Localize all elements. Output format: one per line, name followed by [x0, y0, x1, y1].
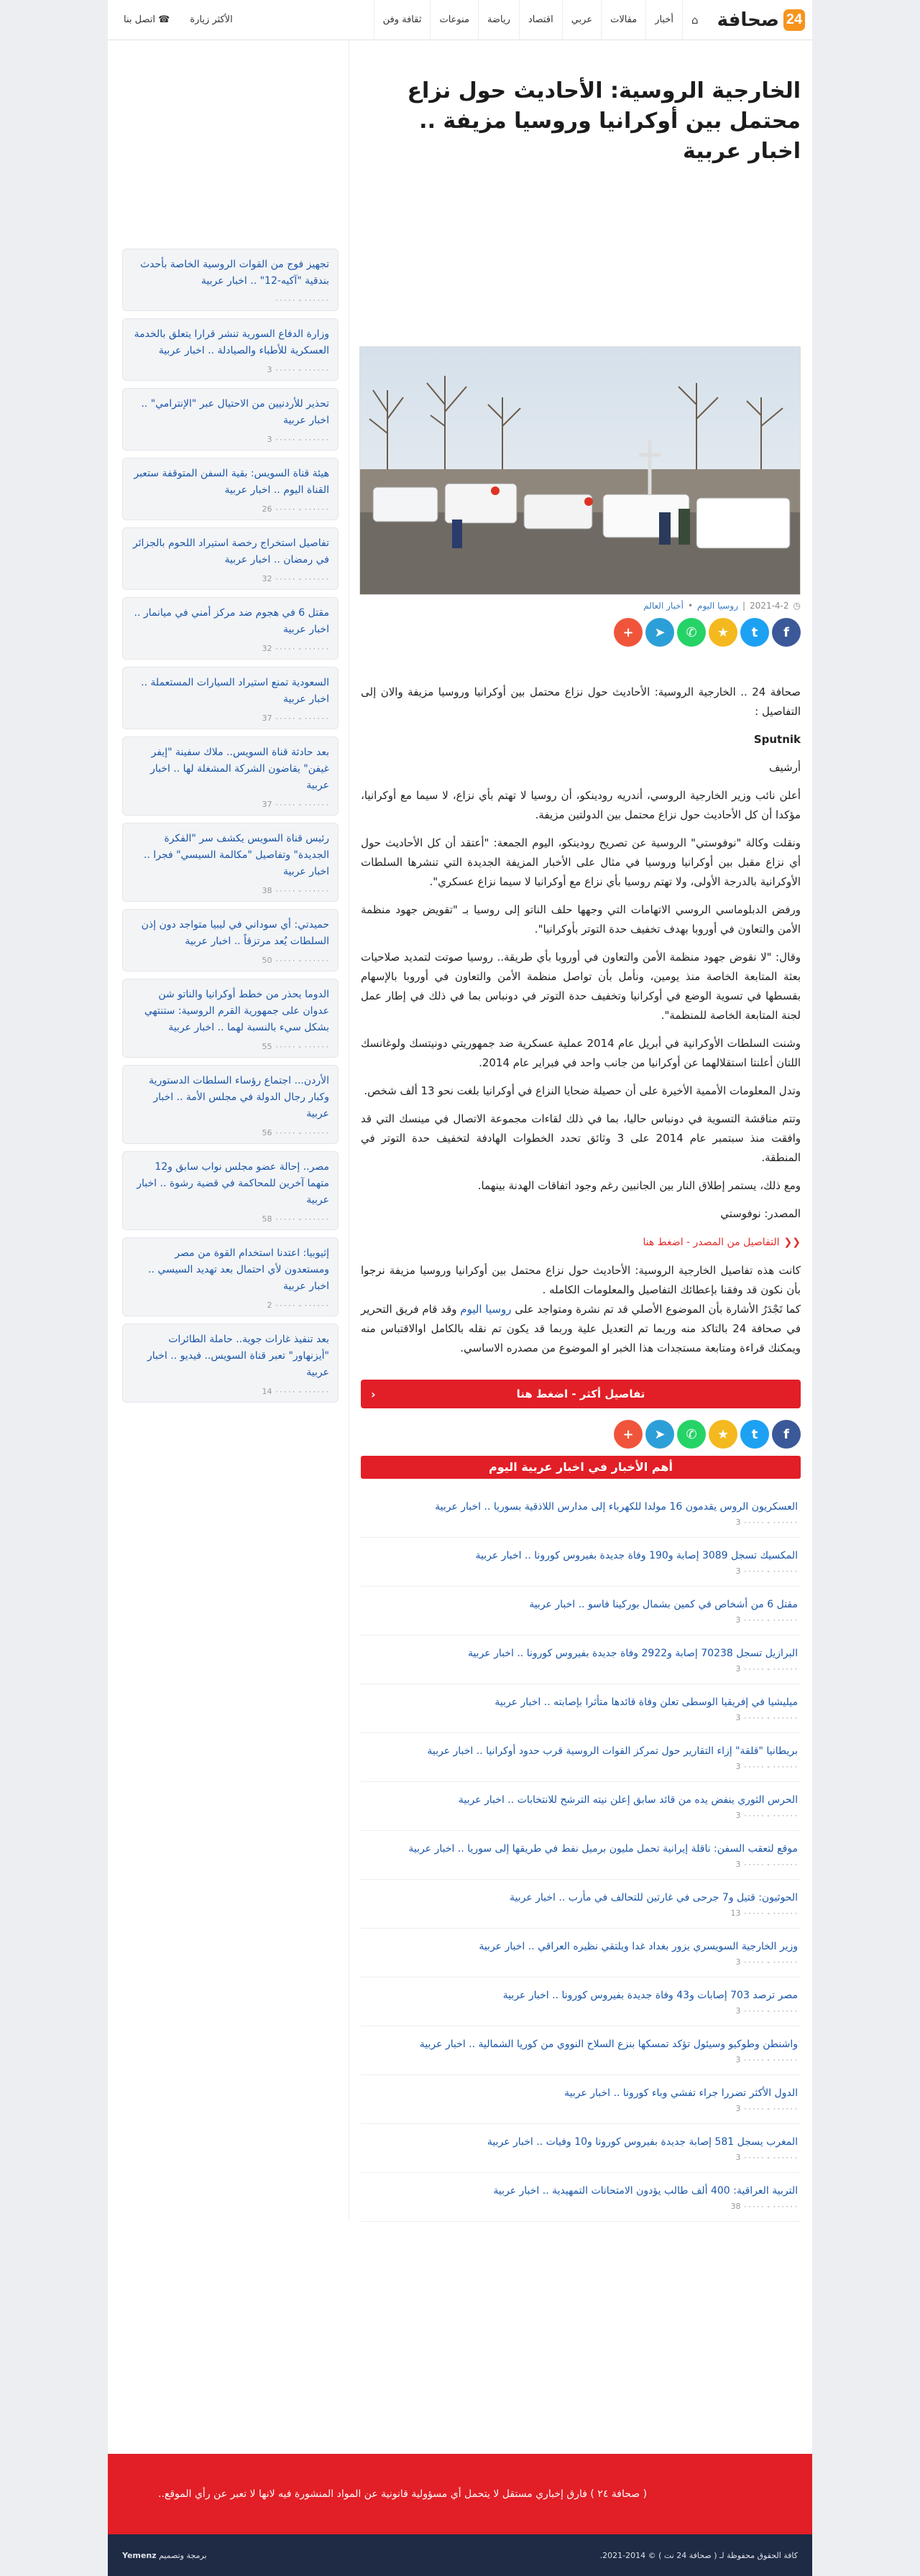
news-item-date: ٠٠٠٠٠٠ - ٠٠٠٠٠ 3 — [735, 1664, 798, 1674]
site-logo[interactable] — [717, 9, 805, 31]
sidebar-news-date: ٠٠٠٠٠٠ - ٠٠٠٠٠ 38 — [262, 886, 329, 895]
plus-icon[interactable]: + — [614, 618, 643, 647]
sidebar-news-title[interactable]: تحذير للأردنيين من الاحتيال عبر "الإنترامي" .. اخبار عربية — [141, 398, 329, 426]
contact-label: اتصل بنا — [124, 14, 155, 25]
sidebar-news-title[interactable]: مقتل 6 في هجوم ضد مركز أمني في ميانمار .. اخبار عربية — [134, 607, 329, 635]
news-item-title[interactable]: مقتل 6 من أشخاص في كمين بشمال بوركينا فاسو .. اخبار عربية — [529, 1599, 798, 1610]
article-paragraph: Sputnik — [753, 733, 801, 746]
news-list-item[interactable] — [361, 1587, 801, 1635]
logo-badge: 24 — [783, 9, 805, 31]
sidebar-news-card[interactable] — [122, 318, 339, 381]
logo-text: صحافة — [717, 9, 779, 31]
news-item-date: ٠٠٠٠٠٠ - ٠٠٠٠٠ 3 — [735, 2055, 798, 2064]
sidebar-news-title[interactable]: السعودية تمنع استيراد السيارات المستعملة .. اخبار عربية — [141, 677, 329, 705]
news-list-item[interactable] — [361, 2026, 801, 2075]
sidebar-news-title[interactable]: تجهيز فوج من القوات الروسية الخاصة بأحدث بندقية "آكيه-12" .. اخبار عربية — [140, 259, 329, 287]
news-list-item[interactable] — [361, 1684, 801, 1733]
news-list-item[interactable] — [361, 1733, 801, 1782]
sidebar-news-list — [122, 249, 339, 1403]
news-item-title[interactable]: وزير الخارجية السويسري يزور بغداد غدا ويلتقي نظيره العراقي .. اخبار عربية — [479, 1941, 798, 1952]
news-item-date: ٠٠٠٠٠٠ - ٠٠٠٠٠ 3 — [735, 2104, 798, 2113]
most-visited-link[interactable]: الأكثر زيارة — [190, 14, 233, 25]
news-item-title[interactable]: العسكريون الروس يقدمون 16 مولدا للكهرباء إلى مدارس اللاذقية بسوريا .. اخبار عربية — [435, 1501, 798, 1513]
sidebar-news-card[interactable] — [122, 527, 339, 590]
facebook-icon[interactable]: f — [772, 618, 801, 647]
credit-brand-link[interactable]: Yemenz — [122, 2550, 157, 2560]
nav-item-arab[interactable]: عربي — [562, 0, 601, 40]
footnote-source-link[interactable]: روسيا اليوم — [460, 1303, 512, 1316]
sidebar-news-title[interactable]: تفاصيل استخراج رخصة استيراد اللحوم بالجزائر في رمضان .. اخبار عربية — [132, 537, 329, 565]
star-icon[interactable]: ★ — [709, 618, 737, 647]
share-bar-bottom — [361, 1420, 801, 1449]
disclaimer-text: ( صحافة ٢٤ ) فارق إخباري مستقل لا يتحمل أي مسؤولية قانونية عن المواد المنشورة فيه لانها لا تعبر عن رأي الموقع.. — [158, 2488, 648, 2500]
double-chevron-icon: ❮❮ — [783, 1237, 801, 1248]
sidebar-news-card[interactable] — [122, 737, 339, 816]
footer-bar — [108, 2534, 812, 2576]
sidebar-news-date: ٠٠٠٠٠٠ - ٠٠٠٠٠ 26 — [262, 504, 329, 514]
news-item-title[interactable]: المغرب يسجل 581 إصابة جديدة بفيروس كورونا و10 وفيات .. اخبار عربية — [487, 2136, 798, 2148]
credit-text: برمجة وتصميم — [159, 2550, 207, 2560]
sidebar-news-card[interactable] — [122, 458, 339, 520]
chevron-left-icon: ‹ — [371, 1387, 376, 1401]
clock-icon: ◷ — [793, 601, 801, 611]
sidebar — [112, 40, 349, 2222]
whatsapp-icon[interactable]: ✆ — [677, 1420, 706, 1449]
main-nav — [242, 0, 707, 40]
sidebar-news-card[interactable] — [122, 667, 339, 729]
ad-slot — [361, 167, 801, 346]
sidebar-news-date: ٠٠٠٠٠٠ - ٠٠٠٠٠ 32 — [262, 644, 329, 653]
news-item-title[interactable]: بريطانيا "قلقة" إزاء التقارير حول تمركز القوات الروسية قرب حدود أوكرانيا .. اخبار عربية — [427, 1745, 798, 1757]
article-paragraph: صحافة 24 .. الخارجية الروسية: الأحاديث حول نزاع محتمل بين أوكرانيا وروسيا مزيفة والان إلى التفاصيل : — [361, 685, 801, 718]
news-item-date: ٠٠٠٠٠٠ - ٠٠٠٠٠ 13 — [730, 1908, 798, 1918]
news-item-title[interactable]: التربية العراقية: 400 ألف طالب يؤدون الامتحانات التمهيدية .. اخبار عربية — [493, 2185, 798, 2197]
news-item-date: ٠٠٠٠٠٠ - ٠٠٠٠٠ 3 — [735, 1762, 798, 1771]
sidebar-news-title[interactable]: حميدتي: أي سوداني في ليبيا متواجد دون إذن السلطات يُعد مرتزقاً .. اخبار عربية — [141, 919, 329, 947]
sidebar-news-card[interactable] — [122, 979, 339, 1058]
news-item-title[interactable]: المكسيك تسجل 3089 إصابة و190 وفاة جديدة بفيروس كورونا .. اخبار عربية — [475, 1550, 798, 1561]
news-list-item[interactable] — [361, 1782, 801, 1831]
sidebar-news-date: ٠٠٠٠٠٠ - ٠٠٠٠٠ 50 — [262, 956, 329, 965]
news-item-title[interactable]: الحوثيون: قتيل و7 جرحى في غارتين للتحالف في مأرب .. اخبار عربية — [509, 1892, 798, 1903]
credit — [122, 2551, 207, 2560]
telegram-icon[interactable]: ➤ — [645, 618, 674, 647]
whatsapp-icon[interactable]: ✆ — [677, 618, 706, 647]
news-item-title[interactable]: ميليشيا في إفريقيا الوسطى تعلن وفاة قائدها متأثرا بإصابته .. اخبار عربية — [494, 1696, 798, 1708]
news-item-date: ٠٠٠٠٠٠ - ٠٠٠٠٠ 3 — [735, 1957, 798, 1967]
star-icon[interactable]: ★ — [709, 1420, 737, 1449]
sidebar-news-title[interactable]: الأردن... اجتماع رؤساء السلطات الدستورية وكبار رجال الدولة في مجلس الأمة .. اخبار عربية — [149, 1075, 329, 1120]
news-list-item[interactable] — [361, 1489, 801, 1538]
news-item-date: ٠٠٠٠٠٠ - ٠٠٠٠٠ 3 — [735, 1566, 798, 1576]
nav-item-culture[interactable]: ثقافة وفن — [374, 0, 431, 40]
article-body — [361, 683, 801, 1224]
news-item-date: ٠٠٠٠٠٠ - ٠٠٠٠٠ 3 — [735, 1713, 798, 1722]
news-item-date: ٠٠٠٠٠٠ - ٠٠٠٠٠ 3 — [735, 2153, 798, 2162]
copyright-text: كافة الحقوق محفوظة لـ ( صحافة 24 نت ) © 2014-2021. — [599, 2550, 798, 2560]
nav-item-economy[interactable]: اقتصاد — [519, 0, 562, 40]
news-list-item[interactable] — [361, 1929, 801, 1977]
top-news-list — [361, 1489, 801, 2222]
footnote-part: كما تَجْدَرُ الأشارة بأن الموضوع الأصلي قد تم نشرة ومتواجد على — [515, 1303, 801, 1316]
sidebar-news-title[interactable]: إثيوبيا: اعتدنا استخدام القوة من مصر ومستعدون لأي احتمال بعد تهديد السيسي .. اخبار عربية — [148, 1247, 329, 1292]
sidebar-news-card[interactable] — [122, 388, 339, 451]
article-paragraph: ونقلت وكالة "نوفوستي" الروسية عن تصريح رودينكو، اليوم الجمعة: "أعتقد أن كل الأحاديث حول أي نزاع مقبل بين أوكرانيا وروسيا في مثال على الأخبار المزيفة الجديدة التي تنشرها السلطات الأوكرانية بالدرجة الأولى، ولا تهتم روسيا بأي نزاع مع أوكرانيا لا سيما نزاع عسكري". — [361, 836, 801, 888]
news-item-date: ٠٠٠٠٠٠ - ٠٠٠٠٠ 38 — [730, 2202, 798, 2211]
sidebar-news-card[interactable] — [122, 1151, 339, 1230]
sidebar-news-title[interactable]: رئيس قناة السويس يكشف سر "الفكرة الجديدة" وتفاصيل "مكالمة السيسي" فجرا .. اخبار عربية — [143, 833, 329, 877]
sidebar-news-title[interactable]: الدوما يحذر من خطط أوكرانيا والناتو شن عدوان على جمهورية القرم الروسية: ستنتهي بشكل سيء بالنسبة لهما .. اخبار عربية — [144, 989, 329, 1033]
footnote-text: كانت هذه تفاصيل الخارجية الروسية: الأحاديث حول نزاع محتمل بين أوكرانيا وروسيا مزيفة نرجوا بأن نكون قد وفقنا بإعطائك التفاصيل والمعلومات الكامله . — [361, 1264, 801, 1296]
news-item-title[interactable]: البرازيل تسجل 70238 إصابة و2922 وفاة جديدة بفيروس كورونا .. اخبار عربية — [467, 1648, 798, 1659]
sidebar-news-date: ٠٠٠٠٠٠ - ٠٠٠٠٠ 37 — [262, 800, 329, 809]
nav-item-sports[interactable]: رياضة — [478, 0, 519, 40]
news-list-item[interactable] — [361, 1880, 801, 1929]
nav-item-misc[interactable]: منوعات — [430, 0, 478, 40]
news-item-date: ٠٠٠٠٠٠ - ٠٠٠٠٠ 3 — [735, 1518, 798, 1527]
source-link-rt[interactable]: روسيا اليوم — [697, 601, 738, 611]
twitter-icon[interactable]: t — [740, 618, 769, 647]
news-list-item[interactable] — [361, 1538, 801, 1587]
top-news-heading: أهم الأخبار في اخبار عربية اليوم — [361, 1456, 801, 1479]
sidebar-news-title[interactable]: بعد حادثة قناة السويس.. ملاك سفينة "إيفر غيفن" يقاضون الشركة المشغلة لها .. اخبار عربية — [150, 747, 329, 791]
sidebar-news-date: ٠٠٠٠٠٠ - ٠٠٠٠٠ 3 — [267, 365, 329, 374]
sidebar-news-date: ٠٠٠٠٠٠ - ٠٠٠٠٠ 55 — [262, 1042, 329, 1051]
news-item-date: ٠٠٠٠٠٠ - ٠٠٠٠٠ 3 — [735, 1860, 798, 1869]
sidebar-news-date: ٠٠٠٠٠٠ - ٠٠٠٠٠ 58 — [262, 1214, 329, 1224]
news-list-item[interactable] — [361, 2124, 801, 2173]
article-date: 2021-4-2 — [750, 601, 789, 611]
more-details-button[interactable] — [361, 1380, 801, 1408]
news-item-title[interactable]: الدول الأكثر تضررا جراء تفشي وباء كورونا .. اخبار عربية — [564, 2087, 798, 2099]
footnote-part: وقد قام فريق التحرير في صحافة 24 بالتاكد منه وربما تم التعديل علية وربما قد يكون تم نقله بالكامل اوالاقتباس منه ويمكنك قراءة ومتابعة مستجدات هذا الخبر او الموضوع من مصدره الاساسي. — [361, 1303, 801, 1354]
sidebar-news-card[interactable] — [122, 1237, 339, 1316]
article-footnote — [361, 1261, 801, 1358]
sidebar-news-card[interactable] — [122, 909, 339, 971]
sidebar-news-date: ٠٠٠٠٠٠ - ٠٠٠٠٠ 32 — [262, 574, 329, 583]
source-details-link[interactable] — [361, 1237, 801, 1248]
article-image — [359, 346, 801, 595]
sidebar-news-date: ٠٠٠٠٠٠ - ٠٠٠٠٠ — [275, 295, 329, 305]
home-icon[interactable]: ⌂ — [682, 0, 707, 40]
twitter-icon[interactable]: t — [740, 1420, 769, 1449]
nav-item-news[interactable]: أخبار — [645, 0, 682, 40]
news-list-item[interactable] — [361, 2075, 801, 2124]
footer-disclaimer — [108, 2454, 812, 2534]
sidebar-news-card[interactable] — [122, 597, 339, 660]
article-title: الخارجية الروسية: الأحاديث حول نزاع محتمل بين أوكرانيا وروسيا مزيفة .. اخبار عربية — [407, 78, 801, 164]
sidebar-news-date: ٠٠٠٠٠٠ - ٠٠٠٠٠ 14 — [262, 1387, 329, 1396]
phone-icon: ☎ — [155, 14, 170, 25]
sidebar-news-date: ٠٠٠٠٠٠ - ٠٠٠٠٠ 37 — [262, 714, 329, 723]
article-paragraph: وتدل المعلومات الأممية الأخيرة على أن حصيلة ضحايا النزاع في أوكرانيا بلغت نحو 13 ألف شخص. — [364, 1084, 801, 1097]
article-paragraph: المصدر: نوفوستي — [720, 1207, 801, 1220]
article-paragraph: ومع ذلك، يستمر إطلاق النار بين الجانبين رغم وجود اتفاقات الهدنة بينهما. — [477, 1179, 801, 1192]
contact-link[interactable] — [115, 0, 178, 40]
sidebar-news-title[interactable]: بعد تنفيذ غارات جوية.. حاملة الطائرات "أيزنهاور" تعبر قناة السويس.. فيديو .. اخبار عربية — [147, 1334, 329, 1378]
sidebar-news-date: ٠٠٠٠٠٠ - ٠٠٠٠٠ 56 — [262, 1128, 329, 1137]
sidebar-news-card[interactable] — [122, 1065, 339, 1144]
plus-icon[interactable]: + — [614, 1420, 643, 1449]
sidebar-news-card[interactable] — [122, 249, 339, 311]
sidebar-news-card[interactable] — [122, 823, 339, 902]
news-item-title[interactable]: موقع لتعقب السفن: ناقلة إيرانية تحمل مليون برميل نفط في طريقها إلى سوريا .. اخبار عربية — [408, 1843, 798, 1855]
news-list-item[interactable] — [361, 1977, 801, 2026]
sidebar-news-date: ٠٠٠٠٠٠ - ٠٠٠٠٠ 2 — [267, 1301, 329, 1310]
news-item-title[interactable]: مصر ترصد 703 إصابات و43 وفاة جديدة بفيروس كورونا .. اخبار عربية — [502, 1990, 798, 2001]
news-item-date: ٠٠٠٠٠٠ - ٠٠٠٠٠ 3 — [735, 2006, 798, 2016]
news-item-date: ٠٠٠٠٠٠ - ٠٠٠٠٠ 3 — [735, 1615, 798, 1625]
facebook-icon[interactable]: f — [772, 1420, 801, 1449]
page — [108, 0, 812, 2576]
main-column — [349, 40, 812, 2222]
article-paragraph: وقال: "لا نقوض جهود منظمة الأمن والتعاون في أوروبا بأي طريقة.. روسيا صوتت لتمديد صلاحيات بعثة المتابعة الخاصة منذ يومين، ونأمل بأن تواصل منظمة الأمن والتعاون في أوروبا بالإسهام بقسطها في تسوية الوضع في أوكرانيا وتخفيف حدة التوتر في دونباس بما في ذلك في إطار عمل لجنة المتابعة الخاصة للمنظمة". — [361, 951, 801, 1022]
article-meta — [361, 601, 801, 611]
news-list-item[interactable] — [361, 2173, 801, 2222]
header-links — [115, 0, 242, 40]
sidebar-news-title[interactable]: وزارة الدفاع السورية تنشر قرارا يتعلق بالخدمة العسكرية للأطباء والصيادلة .. اخبار عربية — [134, 328, 329, 356]
sidebar-news-title[interactable]: هيئة قناة السويس: بقية السفن المتوقفة ستعبر القناة اليوم .. اخبار عربية — [134, 468, 329, 496]
source-link-label: التفاصيل من المصدر - اضغط هنا — [643, 1237, 780, 1248]
news-item-title[interactable]: الحرس الثوري ينفض يده من قائد سابق إعلن نيته الترشح للانتخابات .. اخبار عربية — [458, 1794, 798, 1806]
sidebar-news-card[interactable] — [122, 1324, 339, 1403]
news-list-item[interactable] — [361, 1831, 801, 1880]
meta-dot: • — [687, 601, 694, 611]
meta-sep: | — [742, 601, 746, 611]
news-item-title[interactable]: واشنطن وطوكيو وسيئول تؤكد تمسكها بنزع السلاح النووي من كوريا الشمالية .. اخبار عربية — [419, 2039, 798, 2050]
article-paragraph: أرشيف — [768, 761, 801, 774]
sidebar-news-title[interactable]: مصر.. إحالة عضو مجلس نواب سابق و12 متهما آخرين للمحاكمة في قضية رشوة .. اخبار عربية — [137, 1161, 329, 1206]
article-paragraph: وتتم مناقشة التسوية في دونباس حاليا، بما في ذلك لقاءات مجموعة الاتصال في مينسك التي قد وافقت منذ سبتمبر عام 2014 على 3 وثائق تحدد الخطوات الهادفة لتخفيف حدة التوتر في المنطقة. — [361, 1112, 801, 1164]
sidebar-news-date: ٠٠٠٠٠٠ - ٠٠٠٠٠ 3 — [267, 435, 329, 444]
share-bar — [361, 618, 801, 647]
site-header — [108, 0, 812, 40]
footnote-text-2 — [361, 1300, 801, 1358]
telegram-icon[interactable]: ➤ — [645, 1420, 674, 1449]
sidebar-ad-slot — [122, 40, 339, 249]
news-item-date: ٠٠٠٠٠٠ - ٠٠٠٠٠ 3 — [735, 1811, 798, 1820]
nav-item-articles[interactable]: مقالات — [601, 0, 645, 40]
article-paragraph: ورفض الدبلوماسي الروسي الاتهامات التي وجهها حلف الناتو إلى روسيا بـ "تقويض جهود منظمة الأمن والتعاون في أوروبا بهدف تخفيف حدة التوتر بأوكرانيا". — [361, 903, 801, 936]
news-list-item[interactable] — [361, 1635, 801, 1684]
more-button-label: تفاصيل أكثر - اضغط هنا — [516, 1388, 645, 1400]
hero-photo — [359, 347, 800, 595]
category-link[interactable]: أخبار العالم — [643, 601, 684, 611]
article-paragraph: أعلن نائب وزير الخارجية الروسي، أندريه رودينكو، أن روسيا لا تهتم بأي نزاع، لا سيما مع أوكرانيا، مؤكدا أن كل الأحاديث حول نزاع محتمل بين الدولتين مزيفة. — [361, 789, 801, 821]
article-paragraph: وشنت السلطات الأوكرانية في أبريل عام 2014 عملية عسكرية ضد جمهوريتي دونيتسك ولوغانسك اللتان أعلنتا استقلالهما عن أوكرانيا من جانب واحد في فبراير عام 2014. — [361, 1037, 801, 1069]
